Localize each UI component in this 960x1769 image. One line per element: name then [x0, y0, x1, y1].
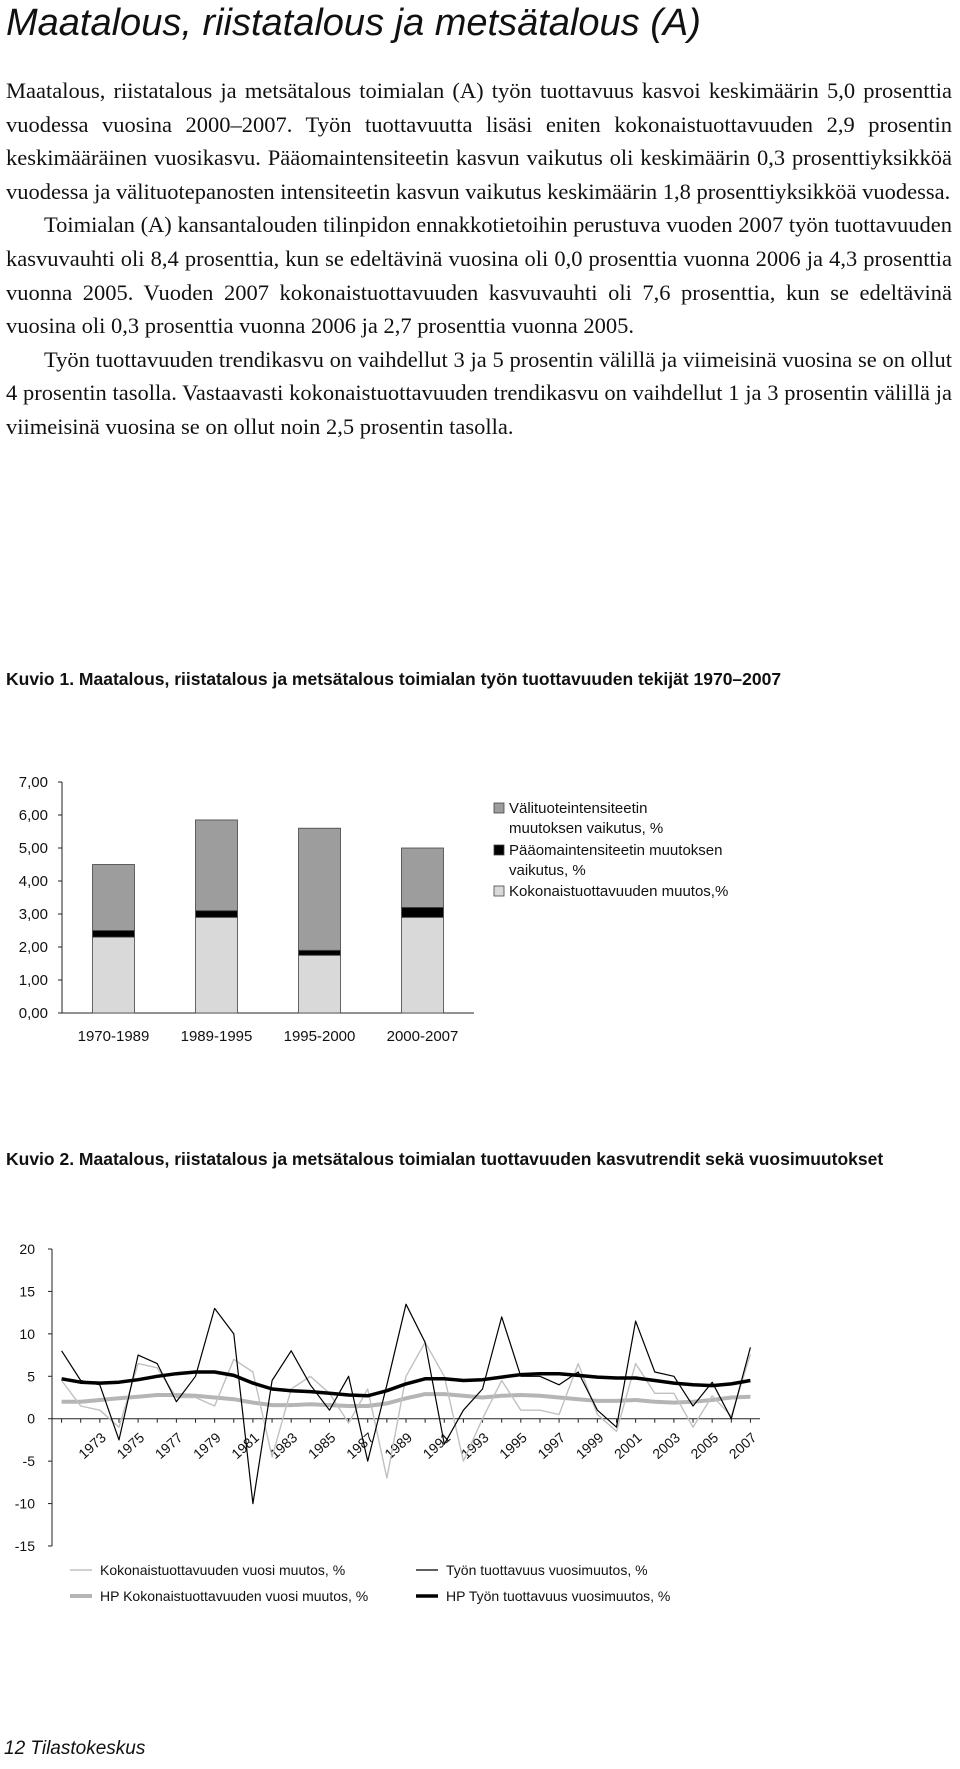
y-tick-label: 10: [19, 1325, 35, 1342]
legend-swatch: [494, 886, 504, 896]
figure-2-line-chart: [0, 1240, 960, 1640]
x-tick-label: 2001: [610, 1429, 645, 1462]
y-tick-label: 0,00: [18, 1005, 48, 1022]
x-tick-label: 1970-1989: [77, 1028, 150, 1045]
bar-segment-3: [93, 865, 135, 931]
x-tick-label: 2007: [725, 1429, 760, 1462]
x-tick-label: 1989: [381, 1429, 416, 1462]
y-tick-label: 7,00: [18, 774, 48, 791]
y-tick-label: 20: [19, 1241, 35, 1257]
figure-1-caption: Kuvio 1. Maatalous, riistatalous ja metsätalous toimialan työn tuottavuuden tekijät 1970–2007: [6, 669, 782, 689]
y-tick-label: 1,00: [18, 972, 48, 989]
y-tick-label: 6,00: [18, 807, 48, 824]
series-line-2: [62, 1304, 751, 1503]
paragraph-3: Työn tuottavuuden trendikasvu on vaihdellut 3 ja 5 prosentin välillä ja viimeisinä vuosina se on ollut 4 prosentin tasolla. Vastaavasti kokonaistuottavuuden trendikasvu on vaihdellut 1 ja 3 prosentin välillä ja viimeisinä vuosina se on ollut noin 2,5 prosentin tasolla.: [6, 346, 952, 439]
y-tick-label: 0: [27, 1410, 35, 1427]
page-title: Maatalous, riistatalous ja metsätalous (A): [6, 2, 701, 44]
legend-label: Välituoteintensiteetin: [509, 800, 648, 817]
paragraph-1: Maatalous, riistatalous ja metsätalous toimialan (A) työn tuottavuus kasvoi keskimäärin 5,0 prosenttia vuodessa vuosina 2000–2007. Työn tuottavuutta lisäsi eniten kokonaistuottavuuden 2,9 prosentin keskimääräinen vuosikasvu. Pääomaintensiteetin kasvun vaikutus oli keskimäärin 0,3 prosenttiyksikköä vuodessa ja välituotepanosten intensiteetin kasvun vaikutus keskimäärin 1,8 prosenttiyksikköä vuodessa.: [6, 78, 952, 204]
bar-segment-1: [402, 917, 444, 1013]
x-tick-label: 1973: [75, 1429, 109, 1462]
x-tick-label: 1981: [228, 1429, 263, 1462]
x-tick-label: 1995-2000: [283, 1028, 356, 1045]
y-tick-label: 5,00: [18, 840, 48, 857]
x-tick-label: 1987: [343, 1429, 377, 1462]
bar-segment-2: [93, 931, 135, 938]
x-tick-label: 1983: [266, 1429, 301, 1462]
x-tick-label: 1985: [304, 1429, 339, 1462]
series-line-3: [62, 1394, 751, 1406]
x-tick-label: 1979: [189, 1429, 224, 1462]
x-tick-label: 2000-2007: [386, 1028, 459, 1045]
legend-label: muutoksen vaikutus, %: [509, 820, 664, 837]
x-tick-label: 1991: [419, 1429, 454, 1462]
body-text: [6, 74, 952, 444]
legend-label: Työn tuottavuus vuosimuutos, %: [446, 1562, 648, 1578]
legend-label: Pääomaintensiteetin muutoksen: [509, 842, 723, 859]
x-tick-label: 1993: [457, 1429, 492, 1462]
x-tick-label: 1999: [572, 1429, 607, 1462]
x-tick-label: 2003: [649, 1429, 684, 1462]
bar-segment-2: [402, 907, 444, 917]
x-tick-label: 1975: [113, 1429, 148, 1462]
y-tick-label: 4,00: [18, 873, 48, 890]
y-tick-label: -15: [14, 1538, 35, 1554]
bar-segment-1: [93, 937, 135, 1013]
bar-segment-1: [299, 955, 341, 1013]
y-tick-label: 15: [19, 1283, 35, 1300]
bar-segment-2: [299, 950, 341, 955]
legend-swatch: [494, 845, 504, 855]
bar-segment-3: [196, 820, 238, 911]
x-tick-label: 1989-1995: [180, 1028, 253, 1045]
figure-2-caption: Kuvio 2. Maatalous, riistatalous ja metsätalous toimialan tuottavuuden kasvutrendit sekä vuosimuutokset: [6, 1149, 884, 1169]
legend-label: vaikutus, %: [509, 862, 586, 879]
bar-segment-3: [299, 828, 341, 950]
x-tick-label: 1977: [151, 1429, 186, 1462]
legend-label: Kokonaistuottavuuden vuosi muutos, %: [100, 1562, 346, 1578]
x-tick-label: 2005: [687, 1429, 722, 1462]
legend-label: Kokonaistuottavuuden muutos,%: [509, 883, 729, 900]
bar-segment-3: [402, 848, 444, 907]
figure-1-stacked-bar-chart: [0, 760, 960, 1060]
legend-swatch: [494, 803, 504, 813]
bar-segment-2: [196, 911, 238, 918]
paragraph-2: Toimialan (A) kansantalouden tilinpidon ennakkotietoihin perustuva vuoden 2007 työn tuottavuuden kasvuvauhti oli 8,4 prosenttia, kun se edeltävinä vuosina oli 0,0 prosenttia vuonna 2006 ja 4,3 prosenttia vuonna 2005. Vuoden 2007 kokonaistuottavuuden kasvuvauhti oli 7,6 prosenttia, kun se edeltävinä vuosina oli 0,3 prosenttia vuonna 2006 ja 2,7 prosenttia vuonna 2005.: [6, 212, 952, 339]
y-tick-label: 5: [27, 1368, 35, 1385]
y-tick-label: 3,00: [18, 906, 48, 923]
page-footer: 12 Tilastokeskus: [4, 1738, 146, 1759]
legend-label: HP Kokonaistuottavuuden vuosi muutos, %: [100, 1588, 369, 1604]
x-tick-label: 1997: [534, 1429, 569, 1462]
y-tick-label: -5: [22, 1453, 35, 1470]
y-tick-label: 2,00: [18, 939, 48, 956]
x-tick-label: 1995: [496, 1429, 530, 1462]
bar-segment-1: [196, 917, 238, 1013]
y-tick-label: -10: [14, 1495, 35, 1512]
legend-label: HP Työn tuottavuus vuosimuutos, %: [446, 1588, 671, 1604]
